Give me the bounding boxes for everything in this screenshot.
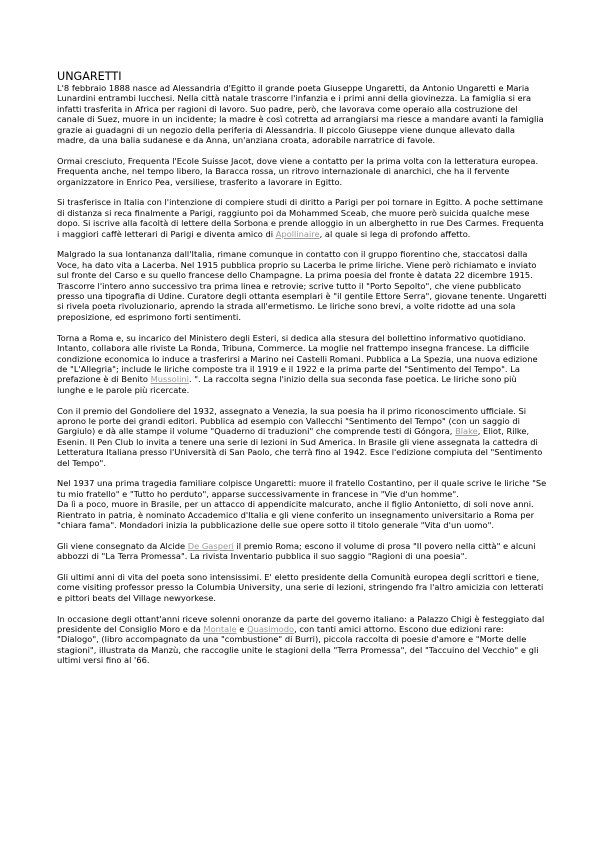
paragraph-text: , Eliot, Rilke, Esenin. Il Pen Club lo invita a tenere una serie di lezioni in Sud America. In Brasile gli viene assegnata la cattedra di Letteratura Italiana presso l'Università di San Paolo, che terrà fino al 1942. Esce l'edizione compiuta del "Sentimento del Tempo". bbox=[57, 426, 543, 468]
text-link[interactable]: Quasimodo bbox=[247, 623, 295, 634]
paragraph-text: e bbox=[236, 623, 248, 634]
paragraph-text: il premio Roma; escono il volume di prosa "Il povero nella città" e alcuni abbozzi di "La Terra Promessa". La rivista Inventario pubblica il suo saggio "Ragioni di una poesia". bbox=[57, 540, 536, 562]
paragraph bbox=[57, 83, 547, 145]
text-link[interactable]: Mussolini bbox=[150, 374, 189, 385]
paragraph bbox=[57, 197, 547, 239]
paragraph-text: Si trasferisce in Italia con l'intenzione di compiere studi di diritto a Parigi per poi tornare in Egitto. A poche settimane di distanza si reca finalmente a Parigi, raggiunto poi da Mohammed Sceab, che muore però suicida qualche mese dopo. Si iscrive alla facoltà di lettere della Sorbona e prende alloggio in un alberghetto in rue Des Carmes. Frequenta i maggiori caffè letterari di Parigi e diventa amico di bbox=[57, 197, 544, 239]
paragraph-text: In occasione degli ottant'anni riceve solenni onoranze da parte del governo italiano: a Palazzo Chigi è festeggiato dal presidente del Consiglio Moro e da bbox=[57, 613, 545, 634]
paragraph-text: L'8 febbraio 1888 nasce ad Alessandria d'Egitto il grande poeta Giuseppe Ungaretti, da Antonio Ungaretti e Maria Lunardini entrambi lucchesi. Nella città natale trascorre l'infanzia e i primi anni della giovinezza. La famiglia si era infatti trasferita in Africa per ragioni di lavoro. Suo padre, però, che lavorava come operaio alla costruzione del canale di Suez, muore in un incidente; la madre è così cotretta ad arrangiarsi ma riesce a mandare avanti la famiglia grazie ai guadagni di un negozio della periferia di Alessandria. Il piccolo Giuseppe viene dunque allevato dalla madre, da una balia sudanese e da Anna, un'anziana croata, adorabile narratrice di favole. bbox=[57, 83, 544, 146]
paragraph-text: , con tanti amici attorno. Escono due edizioni rare: "Dialogo", (libro accompagnato da una "combustione" di Burri), piccola raccolta di poesie d'amore e "Morte delle stagioni", illustrata da Manzù, che raccoglie unite le stagioni della "Terra Promessa", del "Taccuino del Vecchio" e gli ultimi versi fino al '66. bbox=[57, 623, 539, 666]
paragraph-text: Gli ultimi anni di vita del poeta sono intensissimi. E' eletto presidente della Comunità europea degli scrittori e tiene, come visiting professor presso la Columbia University, una serie di lezioni, stringendo fra l'altro amicizia con letterati e pittori beats del Village newyorkese. bbox=[57, 571, 544, 603]
text-link[interactable]: Montale bbox=[203, 623, 237, 634]
paragraph-text: Malgrado la sua lontananza dall'Italia, rimane comunque in contatto con il gruppo fiorentino che, staccatosi dalla Voce, ha dato vita a Lacerba. Nel 1915 pubblica proprio su Lacerba le prime liriche. Viene però richiamato e inviato sul fronte del Carso e su quello francese dello Champagne. La prima poesia del fronte è datata 22 dicembre 1915. Trascorre l'intero anno successivo tra prima linea e retrovie; scrive tutto il "Porto Sepolto", che viene pubblicato presso una tipografia di Udine. Curatore degli ottanta esemplari è "il gentile Ettore Serra", giovane tenente. Ungaretti si rivela poeta rivoluzionario, aprendo la strada all'ermetismo. Le liriche sono brevi, a volte ridotte ad una sola preposizione, ed esprimono forti sentimenti. bbox=[57, 249, 547, 322]
paragraph-text: Ormai cresciuto, Frequenta l'Ecole Suisse Jacot, dove viene a contatto per la prima volta con la letteratura europea. Frequenta anche, nel tempo libero, la Baracca rossa, un ritrovo internazionale di anarchici, che ha il fervente organizzatore in Enrico Pea, versiliese, trasferito a lavorare in Egitto. bbox=[57, 155, 539, 187]
text-link[interactable]: Apollinaire bbox=[275, 228, 320, 239]
paragraph-text: Con il premio del Gondoliere del 1932, assegnato a Venezia, la sua poesia ha il primo riconoscimento ufficiale. Si aprono le porte dei grandi editori. Pubblica ad esempio con Vallecchi "Sentimento del Tempo" (con un saggio di Gargiulo) e dà alle stampe il volume "Quaderno di traduzioni" che comprende testi di Góngora, bbox=[57, 405, 527, 437]
paragraph-text: Da lì a poco, muore in Brasile, per un attacco di appendicite malcurato, anche il figlio Antonietto, di soli nove anni. bbox=[57, 499, 534, 510]
document-page bbox=[57, 70, 547, 676]
paragraph-text: Rientrato in patria, è nominato Accademico d'Italia e gli viene conferito un insegnamento universitario a Roma per "chiara fama". Mondadori inizia la pubblicazione delle sue opere sotto il titolo generale "Vita d'un uomo". bbox=[57, 509, 535, 530]
paragraph-text: Torna a Roma e, su incarico del Ministero degli Esteri, si dedica alla stesura del bollettino informativo quotidiano. Intanto, collabora alle riviste La Ronda, Tribuna, Commerce. La moglie nel frattempo insegna francese. La difficile condizione economica lo induce a trasferirsi a Marino nei Castelli Romani. Pubblica a La Spezia, una nuova edizione de "L'Allegria"; include le liriche composte tra il 1919 e il 1922 e la prima parte del "Sentimento del Tempo". La prefazione è di Benito bbox=[57, 332, 538, 385]
paragraph bbox=[57, 614, 547, 666]
paragraph bbox=[57, 406, 547, 468]
paragraph bbox=[57, 333, 547, 395]
paragraph bbox=[57, 249, 547, 322]
paragraph-text: , al quale si lega di profondo affetto. bbox=[319, 228, 471, 239]
paragraph bbox=[57, 572, 547, 603]
paragraph-text: Gli viene consegnato da Alcide bbox=[57, 540, 188, 551]
paragraph-text: Nel 1937 una prima tragedia familiare colpisce Ungaretti: muore il fratello Costantino, per il quale scrive le liriche "Se tu mio fratello" e "Tutto ho perduto", apparse successivamente in francese in "Vie d'un homme". bbox=[57, 478, 547, 499]
paragraph-text: . ". La raccolta segna l'inizio della sua seconda fase poetica. Le liriche sono più lunghe e le parole più ricercate. bbox=[57, 374, 517, 395]
text-link[interactable]: Blake bbox=[455, 426, 478, 437]
paragraph bbox=[57, 156, 547, 187]
text-link[interactable]: De Gasperi bbox=[187, 540, 234, 551]
paragraph bbox=[57, 541, 547, 562]
paragraph bbox=[57, 478, 547, 530]
page-title: UNGARETTI bbox=[57, 70, 122, 83]
document-body bbox=[57, 83, 547, 666]
